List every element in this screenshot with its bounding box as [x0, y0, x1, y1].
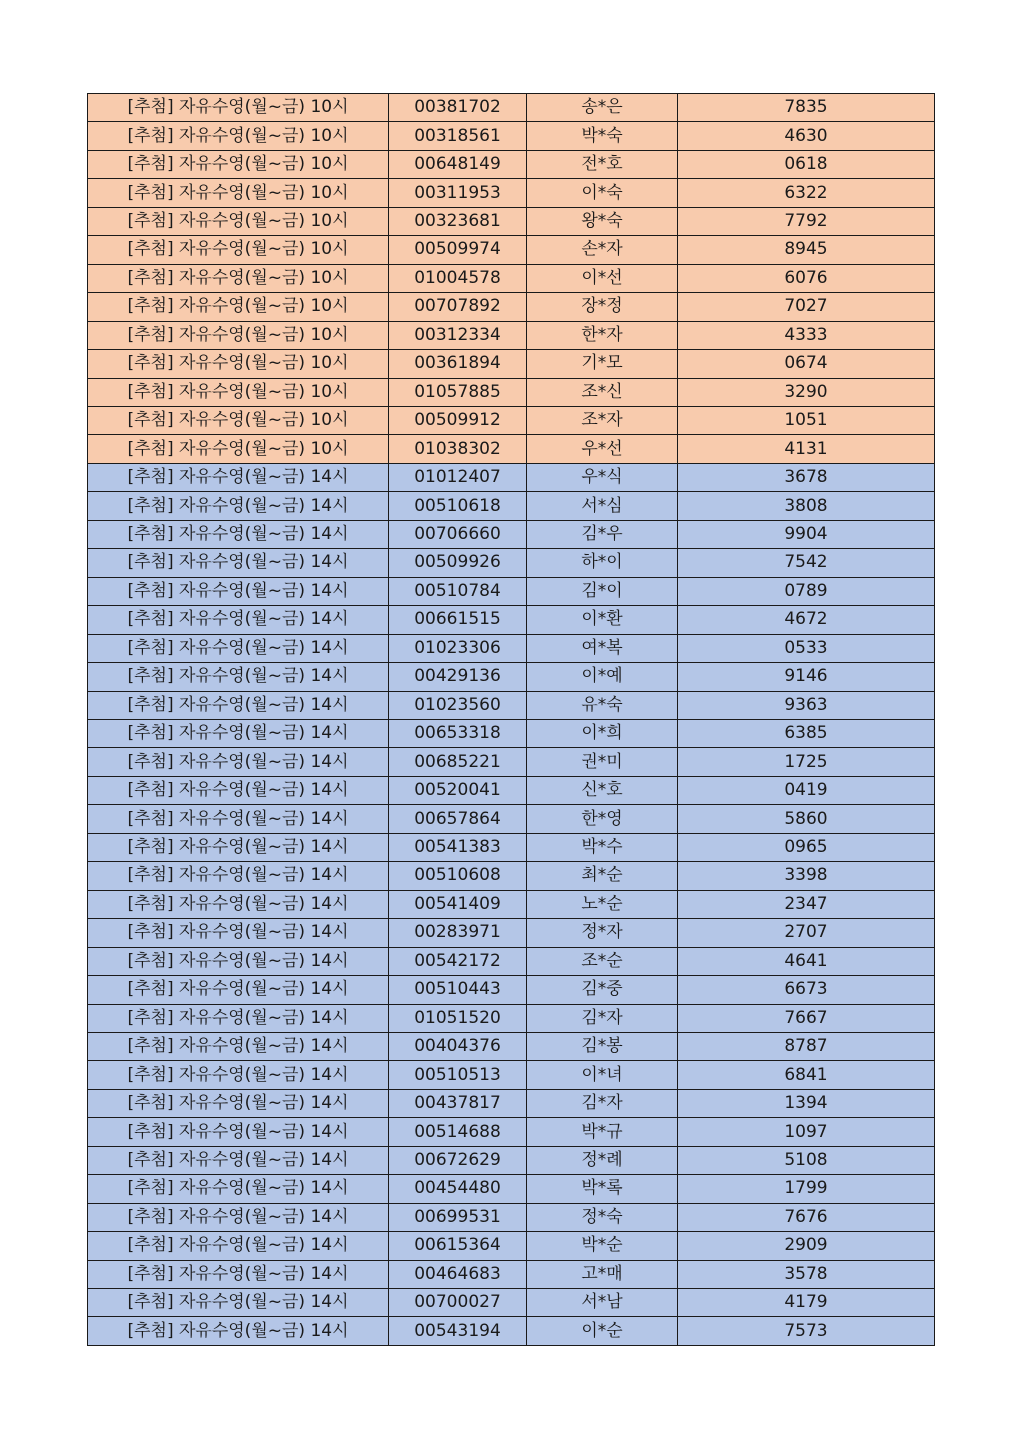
member-id-cell: 00510608	[389, 862, 527, 890]
table-row	[88, 122, 935, 150]
program-cell: [추첨] 자유수영(월~금) 10시	[88, 94, 389, 122]
code-cell: 3398	[678, 862, 935, 890]
member-id-cell: 00509926	[389, 549, 527, 577]
member-name-cell: 이*순	[527, 1317, 678, 1345]
member-name-cell: 우*선	[527, 435, 678, 463]
member-name-cell: 여*복	[527, 634, 678, 662]
code-cell: 6841	[678, 1061, 935, 1089]
program-cell: [추첨] 자유수영(월~금) 10시	[88, 293, 389, 321]
member-name-cell: 박*숙	[527, 122, 678, 150]
program-cell: [추첨] 자유수영(월~금) 14시	[88, 1175, 389, 1203]
code-cell: 7835	[678, 94, 935, 122]
code-cell: 0533	[678, 634, 935, 662]
program-cell: [추첨] 자유수영(월~금) 14시	[88, 663, 389, 691]
program-cell: [추첨] 자유수영(월~금) 14시	[88, 976, 389, 1004]
code-cell: 3678	[678, 463, 935, 491]
member-name-cell: 이*환	[527, 606, 678, 634]
lottery-result-table	[87, 93, 935, 1346]
member-id-cell: 00429136	[389, 663, 527, 691]
program-cell: [추첨] 자유수영(월~금) 14시	[88, 862, 389, 890]
table-row	[88, 264, 935, 292]
table-row	[88, 1089, 935, 1117]
program-cell: [추첨] 자유수영(월~금) 14시	[88, 691, 389, 719]
table-row	[88, 1260, 935, 1288]
program-cell: [추첨] 자유수영(월~금) 14시	[88, 520, 389, 548]
code-cell: 1097	[678, 1118, 935, 1146]
member-name-cell: 이*녀	[527, 1061, 678, 1089]
member-name-cell: 고*매	[527, 1260, 678, 1288]
program-cell: [추첨] 자유수영(월~금) 14시	[88, 492, 389, 520]
code-cell: 4672	[678, 606, 935, 634]
member-id-cell: 00509974	[389, 236, 527, 264]
code-cell: 7792	[678, 207, 935, 235]
program-cell: [추첨] 자유수영(월~금) 10시	[88, 150, 389, 178]
program-cell: [추첨] 자유수영(월~금) 14시	[88, 1232, 389, 1260]
member-name-cell: 김*자	[527, 1004, 678, 1032]
code-cell: 1725	[678, 748, 935, 776]
member-id-cell: 00404376	[389, 1032, 527, 1060]
member-name-cell: 이*희	[527, 719, 678, 747]
member-id-cell: 00685221	[389, 748, 527, 776]
program-cell: [추첨] 자유수영(월~금) 14시	[88, 463, 389, 491]
member-id-cell: 00437817	[389, 1089, 527, 1117]
program-cell: [추첨] 자유수영(월~금) 10시	[88, 350, 389, 378]
table-row	[88, 634, 935, 662]
code-cell: 5860	[678, 805, 935, 833]
code-cell: 4641	[678, 947, 935, 975]
table-row	[88, 1061, 935, 1089]
program-cell: [추첨] 자유수영(월~금) 14시	[88, 1061, 389, 1089]
code-cell: 4131	[678, 435, 935, 463]
program-cell: [추첨] 자유수영(월~금) 14시	[88, 748, 389, 776]
member-id-cell: 00672629	[389, 1146, 527, 1174]
member-name-cell: 김*중	[527, 976, 678, 1004]
member-id-cell: 00510513	[389, 1061, 527, 1089]
table-row	[88, 179, 935, 207]
program-cell: [추첨] 자유수영(월~금) 14시	[88, 1146, 389, 1174]
table-row	[88, 321, 935, 349]
program-cell: [추첨] 자유수영(월~금) 14시	[88, 549, 389, 577]
code-cell: 7027	[678, 293, 935, 321]
table-row	[88, 406, 935, 434]
member-name-cell: 조*자	[527, 406, 678, 434]
program-cell: [추첨] 자유수영(월~금) 14시	[88, 577, 389, 605]
table-body	[88, 94, 935, 1346]
member-id-cell: 00541383	[389, 833, 527, 861]
table-row	[88, 350, 935, 378]
member-name-cell: 박*수	[527, 833, 678, 861]
table-row	[88, 435, 935, 463]
table-row	[88, 1175, 935, 1203]
program-cell: [추첨] 자유수영(월~금) 14시	[88, 1317, 389, 1345]
member-name-cell: 박*순	[527, 1232, 678, 1260]
member-id-cell: 00510443	[389, 976, 527, 1004]
member-name-cell: 송*은	[527, 94, 678, 122]
member-id-cell: 00381702	[389, 94, 527, 122]
table-row	[88, 719, 935, 747]
member-name-cell: 한*영	[527, 805, 678, 833]
program-cell: [추첨] 자유수영(월~금) 10시	[88, 207, 389, 235]
code-cell: 6076	[678, 264, 935, 292]
table-row	[88, 378, 935, 406]
code-cell: 1799	[678, 1175, 935, 1203]
member-id-cell: 00361894	[389, 350, 527, 378]
program-cell: [추첨] 자유수영(월~금) 10시	[88, 122, 389, 150]
code-cell: 2707	[678, 919, 935, 947]
code-cell: 6673	[678, 976, 935, 1004]
member-id-cell: 00514688	[389, 1118, 527, 1146]
table-row	[88, 890, 935, 918]
member-name-cell: 김*자	[527, 1089, 678, 1117]
code-cell: 7573	[678, 1317, 935, 1345]
member-id-cell: 00318561	[389, 122, 527, 150]
table-row	[88, 1317, 935, 1345]
member-id-cell: 00542172	[389, 947, 527, 975]
member-id-cell: 01038302	[389, 435, 527, 463]
table-row	[88, 1146, 935, 1174]
member-id-cell: 00661515	[389, 606, 527, 634]
program-cell: [추첨] 자유수영(월~금) 14시	[88, 919, 389, 947]
member-id-cell: 00648149	[389, 150, 527, 178]
member-id-cell: 00657864	[389, 805, 527, 833]
table-row	[88, 862, 935, 890]
member-name-cell: 손*자	[527, 236, 678, 264]
member-id-cell: 00541409	[389, 890, 527, 918]
program-cell: [추첨] 자유수영(월~금) 10시	[88, 378, 389, 406]
table-row	[88, 606, 935, 634]
table-row	[88, 663, 935, 691]
member-id-cell: 00653318	[389, 719, 527, 747]
table-row	[88, 1203, 935, 1231]
program-cell: [추첨] 자유수영(월~금) 10시	[88, 179, 389, 207]
member-name-cell: 정*례	[527, 1146, 678, 1174]
table-row	[88, 1232, 935, 1260]
code-cell: 4630	[678, 122, 935, 150]
code-cell: 2347	[678, 890, 935, 918]
member-id-cell: 01004578	[389, 264, 527, 292]
program-cell: [추첨] 자유수영(월~금) 14시	[88, 1203, 389, 1231]
code-cell: 9904	[678, 520, 935, 548]
program-cell: [추첨] 자유수영(월~금) 14시	[88, 1118, 389, 1146]
member-id-cell: 00454480	[389, 1175, 527, 1203]
program-cell: [추첨] 자유수영(월~금) 10시	[88, 264, 389, 292]
code-cell: 6322	[678, 179, 935, 207]
table-row	[88, 577, 935, 605]
member-name-cell: 서*심	[527, 492, 678, 520]
program-cell: [추첨] 자유수영(월~금) 14시	[88, 1260, 389, 1288]
code-cell: 0674	[678, 350, 935, 378]
table-row	[88, 1289, 935, 1317]
code-cell: 5108	[678, 1146, 935, 1174]
member-name-cell: 김*봉	[527, 1032, 678, 1060]
code-cell: 0419	[678, 776, 935, 804]
member-name-cell: 노*순	[527, 890, 678, 918]
program-cell: [추첨] 자유수영(월~금) 14시	[88, 947, 389, 975]
member-id-cell: 00464683	[389, 1260, 527, 1288]
member-name-cell: 전*호	[527, 150, 678, 178]
program-cell: [추첨] 자유수영(월~금) 10시	[88, 435, 389, 463]
member-id-cell: 01012407	[389, 463, 527, 491]
member-name-cell: 권*미	[527, 748, 678, 776]
member-id-cell: 00615364	[389, 1232, 527, 1260]
table-row	[88, 94, 935, 122]
table-row	[88, 805, 935, 833]
program-cell: [추첨] 자유수영(월~금) 10시	[88, 321, 389, 349]
member-id-cell: 00311953	[389, 179, 527, 207]
member-name-cell: 이*숙	[527, 179, 678, 207]
member-name-cell: 하*이	[527, 549, 678, 577]
code-cell: 6385	[678, 719, 935, 747]
member-name-cell: 김*우	[527, 520, 678, 548]
code-cell: 3578	[678, 1260, 935, 1288]
member-name-cell: 우*식	[527, 463, 678, 491]
code-cell: 8945	[678, 236, 935, 264]
member-id-cell: 00700027	[389, 1289, 527, 1317]
member-name-cell: 한*자	[527, 321, 678, 349]
code-cell: 0965	[678, 833, 935, 861]
table-row	[88, 1032, 935, 1060]
table-row	[88, 1004, 935, 1032]
program-cell: [추첨] 자유수영(월~금) 14시	[88, 776, 389, 804]
program-cell: [추첨] 자유수영(월~금) 14시	[88, 719, 389, 747]
code-cell: 1051	[678, 406, 935, 434]
table-row	[88, 691, 935, 719]
member-id-cell: 00706660	[389, 520, 527, 548]
member-name-cell: 이*예	[527, 663, 678, 691]
member-name-cell: 장*정	[527, 293, 678, 321]
member-id-cell: 00509912	[389, 406, 527, 434]
member-name-cell: 최*순	[527, 862, 678, 890]
member-id-cell: 00312334	[389, 321, 527, 349]
code-cell: 0789	[678, 577, 935, 605]
table-row	[88, 293, 935, 321]
code-cell: 0618	[678, 150, 935, 178]
table-row	[88, 947, 935, 975]
member-name-cell: 김*이	[527, 577, 678, 605]
member-id-cell: 00543194	[389, 1317, 527, 1345]
program-cell: [추첨] 자유수영(월~금) 10시	[88, 406, 389, 434]
program-cell: [추첨] 자유수영(월~금) 14시	[88, 606, 389, 634]
member-id-cell: 01023306	[389, 634, 527, 662]
program-cell: [추첨] 자유수영(월~금) 14시	[88, 1089, 389, 1117]
member-id-cell: 00323681	[389, 207, 527, 235]
code-cell: 9363	[678, 691, 935, 719]
table-row	[88, 492, 935, 520]
member-name-cell: 정*자	[527, 919, 678, 947]
table-row	[88, 463, 935, 491]
member-id-cell: 00699531	[389, 1203, 527, 1231]
member-name-cell: 서*남	[527, 1289, 678, 1317]
member-id-cell: 00510784	[389, 577, 527, 605]
member-name-cell: 신*호	[527, 776, 678, 804]
code-cell: 8787	[678, 1032, 935, 1060]
member-name-cell: 기*모	[527, 350, 678, 378]
member-name-cell: 조*신	[527, 378, 678, 406]
member-name-cell: 조*순	[527, 947, 678, 975]
member-id-cell: 00510618	[389, 492, 527, 520]
member-name-cell: 유*숙	[527, 691, 678, 719]
code-cell: 2909	[678, 1232, 935, 1260]
member-id-cell: 01023560	[389, 691, 527, 719]
table-row	[88, 919, 935, 947]
program-cell: [추첨] 자유수영(월~금) 14시	[88, 1032, 389, 1060]
code-cell: 4179	[678, 1289, 935, 1317]
code-cell: 7667	[678, 1004, 935, 1032]
table-row	[88, 833, 935, 861]
program-cell: [추첨] 자유수영(월~금) 14시	[88, 1004, 389, 1032]
code-cell: 1394	[678, 1089, 935, 1117]
code-cell: 7676	[678, 1203, 935, 1231]
table-row	[88, 520, 935, 548]
table-row	[88, 150, 935, 178]
program-cell: [추첨] 자유수영(월~금) 14시	[88, 1289, 389, 1317]
table-row	[88, 236, 935, 264]
member-id-cell: 00707892	[389, 293, 527, 321]
table-row	[88, 976, 935, 1004]
table-row	[88, 1118, 935, 1146]
code-cell: 9146	[678, 663, 935, 691]
member-name-cell: 이*선	[527, 264, 678, 292]
member-id-cell: 00520041	[389, 776, 527, 804]
program-cell: [추첨] 자유수영(월~금) 10시	[88, 236, 389, 264]
member-id-cell: 00283971	[389, 919, 527, 947]
program-cell: [추첨] 자유수영(월~금) 14시	[88, 634, 389, 662]
table-row	[88, 748, 935, 776]
code-cell: 7542	[678, 549, 935, 577]
member-id-cell: 01057885	[389, 378, 527, 406]
table-row	[88, 207, 935, 235]
member-name-cell: 박*규	[527, 1118, 678, 1146]
code-cell: 4333	[678, 321, 935, 349]
member-name-cell: 정*숙	[527, 1203, 678, 1231]
code-cell: 3808	[678, 492, 935, 520]
member-id-cell: 01051520	[389, 1004, 527, 1032]
table-row	[88, 549, 935, 577]
code-cell: 3290	[678, 378, 935, 406]
program-cell: [추첨] 자유수영(월~금) 14시	[88, 805, 389, 833]
member-name-cell: 왕*숙	[527, 207, 678, 235]
program-cell: [추첨] 자유수영(월~금) 14시	[88, 833, 389, 861]
member-name-cell: 박*록	[527, 1175, 678, 1203]
table-row	[88, 776, 935, 804]
program-cell: [추첨] 자유수영(월~금) 14시	[88, 890, 389, 918]
